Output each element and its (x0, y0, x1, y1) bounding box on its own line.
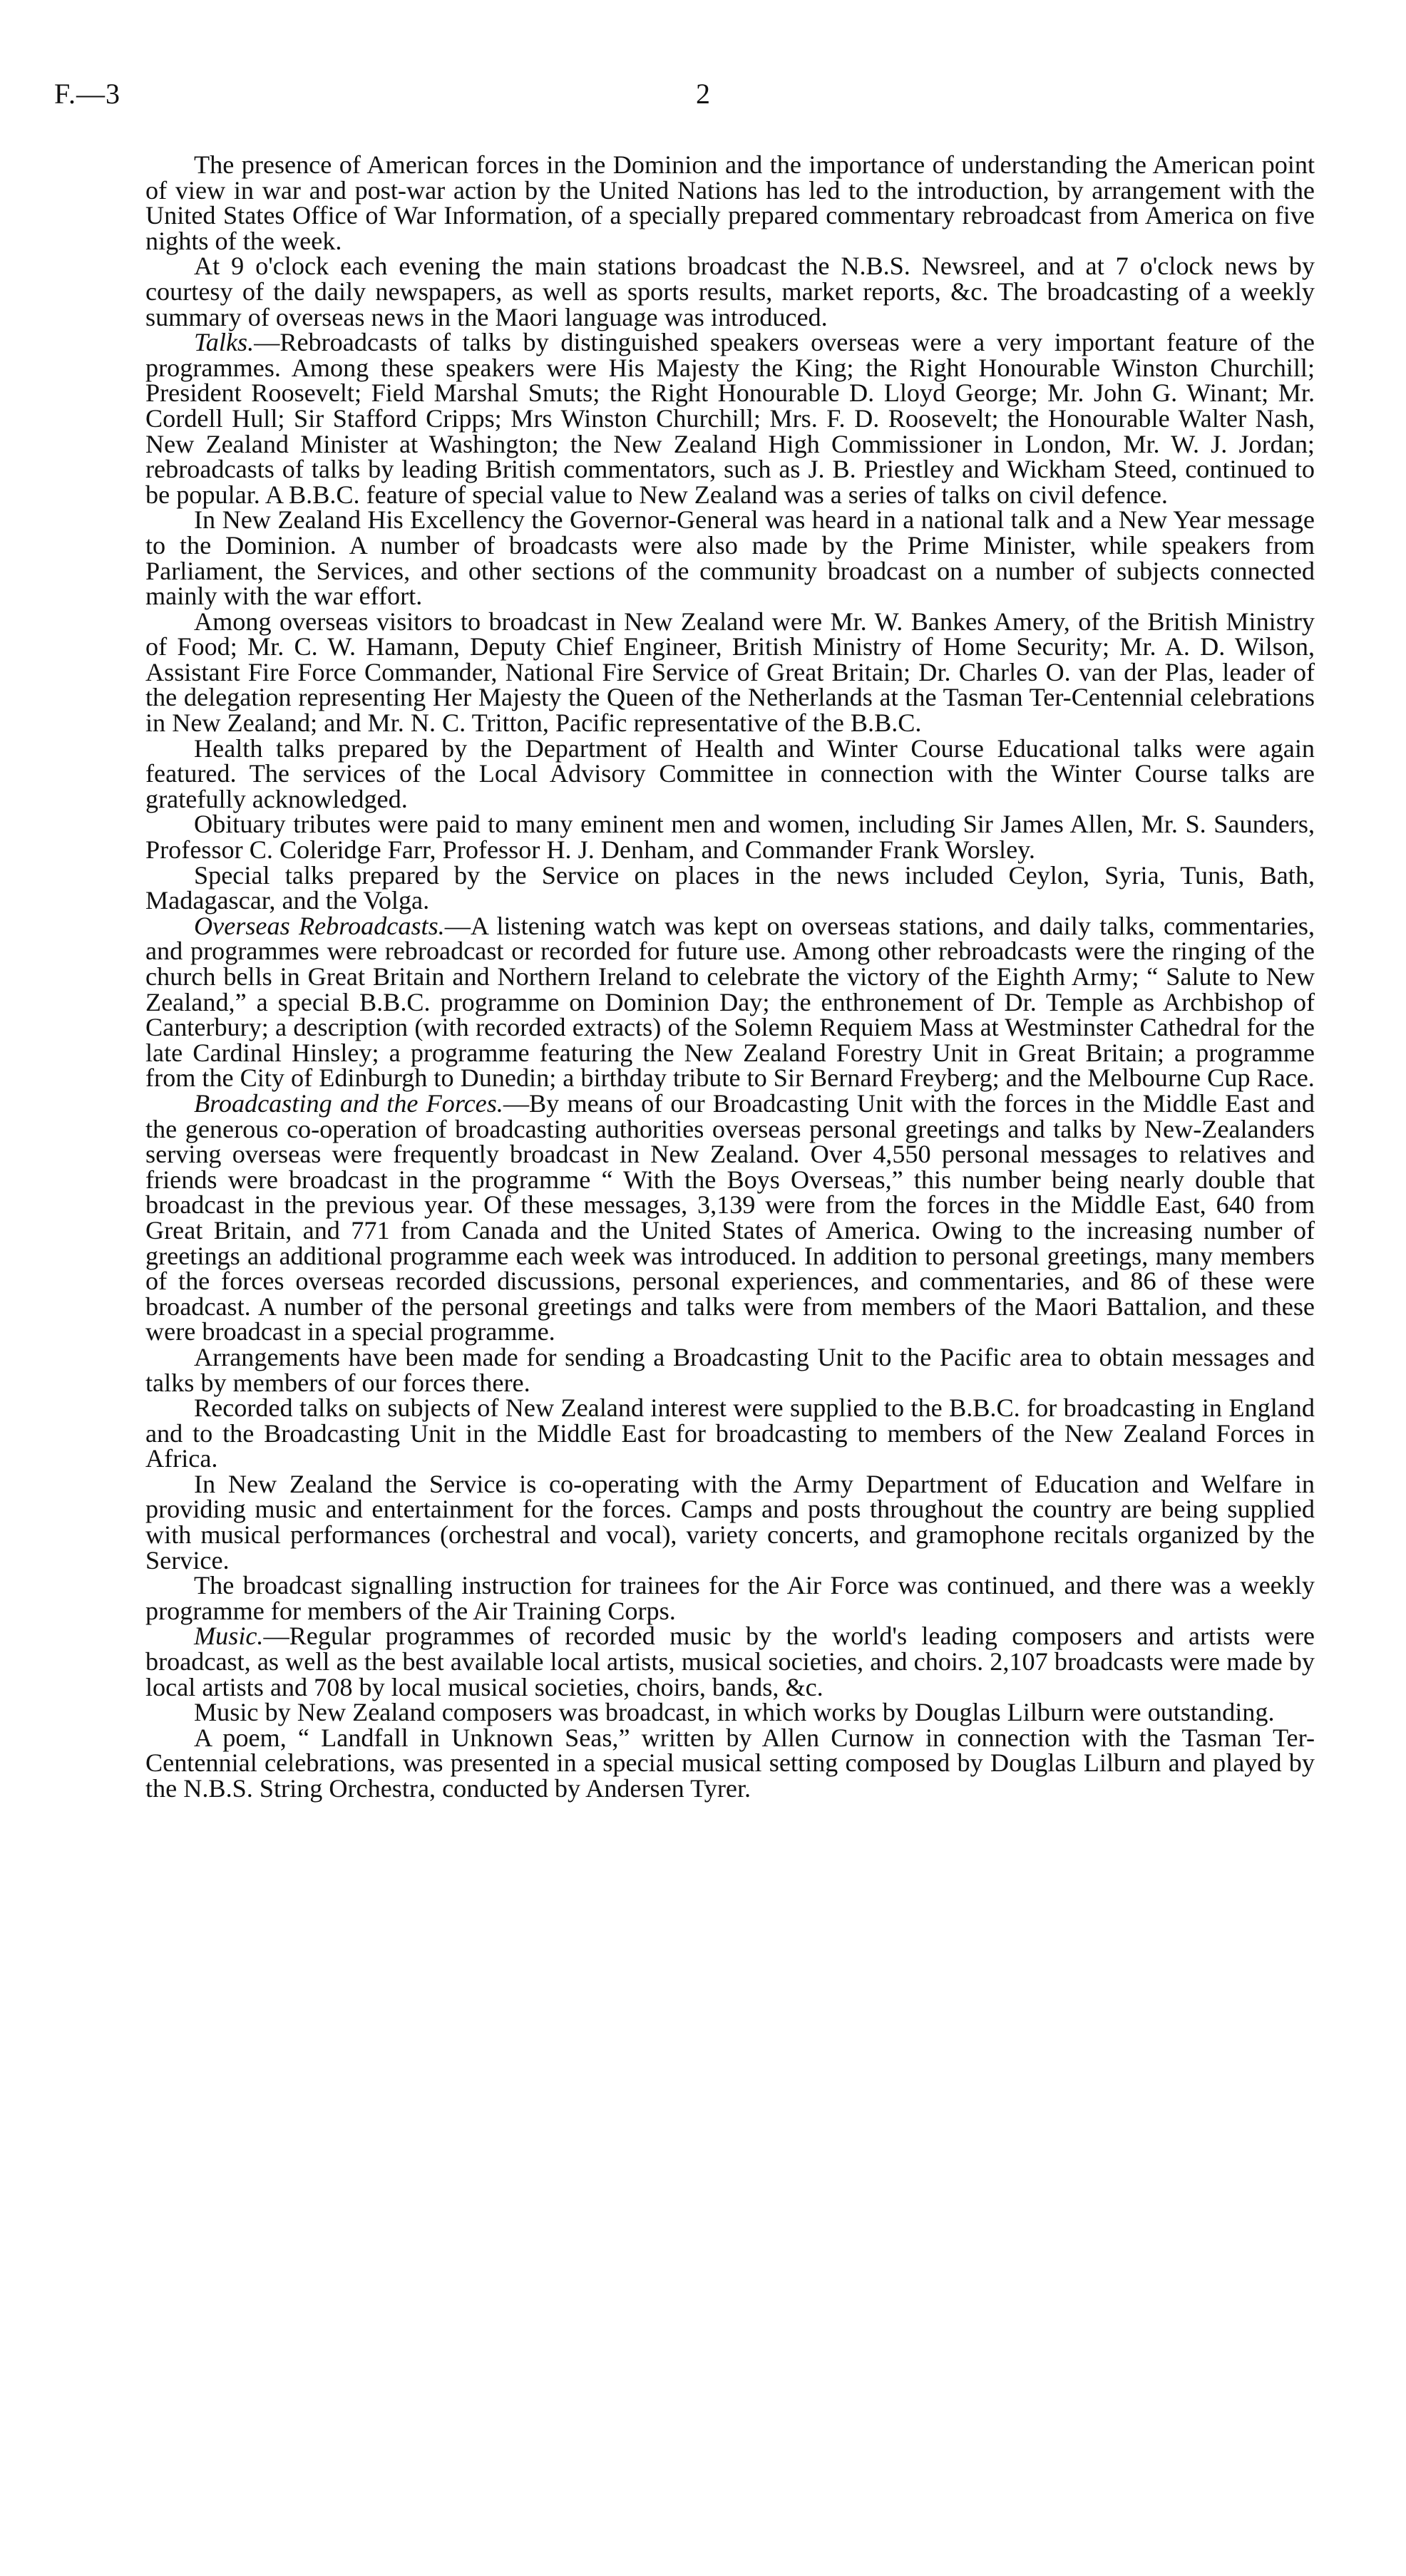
paragraph-text: Among overseas visitors to broadcast in New Zealand were Mr. W. Bankes Amery, of the British Ministry of Food; Mr. C. W. Hamann, Deputy Chief Engineer, British Ministry of Home Security; Mr. A. D. Wilson, Assistant Fire Force Commander, National Fire Service of Great Britain; Dr. Charles O. van der Plas, leader of the delegation representing Her Majesty the Queen of the Netherlands at the Tasman Ter-Centennial celebrations in New Zealand; and Mr. N. C. Tritton, Pacific representative of the B.B.C. (145, 607, 1315, 738)
page-number: 2 (696, 78, 710, 110)
paragraph-text: —By means of our Broadcasting Unit with the forces in the Middle East and the generous co-operation of broadcasting authorities overseas personal greetings and talks by New-Zealanders serving overseas were frequently broadcast in New Zealand. Over 4,550 personal messages to relatives and friends were broadcast in the programme “ With the Boys Overseas,” this number being nearly double that broadcast in the previous year. Of these messages, 3,139 were from the forces in the Middle East, 640 from Great Britain, and 771 from Canada and the United States of America. Owing to the increasing number of greetings an additional programme each week was introduced. In addition to personal greetings, many members of the forces overseas recorded discussions, personal experiences, and commentaries, and 86 of these were broadcast. A number of the personal greetings and talks were from members of the Maori Battalion, and these were broadcast in a special programme. (145, 1088, 1315, 1346)
paragraph (145, 505, 1315, 611)
paragraph (145, 1088, 1315, 1346)
paragraph-heading: Talks. (194, 328, 255, 357)
paragraph (145, 1723, 1315, 1803)
paragraph (145, 1573, 1315, 1624)
paragraph-text: A poem, “ Landfall in Unknown Seas,” written by Allen Curnow in connection with the Tasman Ter-Centennial celebrations, was presented in a special musical setting composed by Douglas Lilburn and played by the N.B.S. String Orchestra, conducted by Andersen Tyrer. (145, 1723, 1315, 1803)
paragraph-text: The presence of American forces in the Dominion and the importance of understanding the American point of view in war and post-war action by the United Nations has led to the introduction, by arrangement with the United States Office of War Information, of a specially prepared commentary rebroadcast from America on five nights of the week. (145, 150, 1315, 255)
paragraph-heading: Overseas Rebroadcasts. (194, 911, 445, 940)
paragraph (145, 254, 1315, 330)
paragraph-text: —A listening watch was kept on overseas stations, and daily talks, commentaries, and programmes were rebroadcast or recorded for future use. Among other rebroadcasts were the ringing of the church bells in Great Britain and Northern Ireland to celebrate the victory of the Eighth Army; “ Salute to New Zealand,” a special B.B.C. programme on Dominion Day; the enthronement of Dr. Temple as Archbishop of Canterbury; a description (with recorded extracts) of the Solemn Requiem Mass at Westminster Cathedral for the late Cardinal Hinsley; a programme featuring the New Zealand Forestry Unit in Great Britain; a programme from the City of Edinburgh to Dunedin; a birthday tribute to Sir Bernard Freyberg; and the Melbourne Cup Race. (145, 911, 1315, 1093)
paragraph-text: —Rebroadcasts of talks by distinguished speakers overseas were a very important feature of the programmes. Among these speakers were His Majesty the King; the Right Honourable Winston Churchill; President Roosevelt; Field Marshal Smuts; the Right Honourable D. Lloyd George; Mr. John G. Winant; Mr. Cordell Hull; Sir Stafford Cripps; Mrs Winston Churchill; Mrs. F. D. Roosevelt; the Honourable Walter Nash, New Zealand Minister at Washington; the New Zealand High Commissioner in London, Mr. W. J. Jordan; rebroadcasts of talks by leading British commentators, such as J. B. Priestley and Wickham Steed, continued to be popular. A B.B.C. feature of special value to New Zealand was a series of talks on civil defence. (145, 328, 1315, 509)
page-header (54, 77, 1352, 120)
paragraph-heading: Broadcasting and the Forces. (194, 1088, 503, 1118)
paragraph-text: Health talks prepared by the Department of Health and Winter Course Educational talks were again featured. The services of the Local Advisory Committee in connection with the Winter Course talks are gratefully acknowledged. (145, 733, 1315, 813)
paragraph-text: At 9 o'clock each evening the main stations broadcast the N.B.S. Newsreel, and at 7 o'clock news by courtesy of the daily newspapers, as well as sports results, market reports, &c. The broadcasting of a weekly summary of overseas news in the Maori language was introduced. (145, 252, 1315, 331)
body-text (145, 150, 1315, 1803)
paragraph (145, 860, 1315, 915)
paragraph (145, 1700, 1315, 1726)
paragraph (145, 1342, 1315, 1397)
paragraph-text: In New Zealand His Excellency the Governor-General was heard in a national talk and a New Year message to the Dominion. A number of broadcasts were also made by the Prime Minister, while speakers from Parliament, the Services, and other sections of the community broadcast on a number of subjects connected mainly with the war effort. (145, 505, 1315, 611)
paragraph (145, 733, 1315, 813)
paragraph (145, 150, 1315, 255)
paragraph-text: Music by New Zealand composers was broadcast, in which works by Douglas Lilburn were outstanding. (194, 1698, 1275, 1727)
paragraph (145, 1624, 1315, 1700)
paragraph (145, 810, 1315, 865)
paragraph-text: Special talks prepared by the Service on places in the news included Ceylon, Syria, Tunis, Bath, Madagascar, and the Volga. (145, 860, 1315, 915)
paragraph-text: The broadcast signalling instruction for trainees for the Air Force was continued, and there was a weekly programme for members of the Air Training Corps. (145, 1571, 1315, 1625)
paragraph (145, 330, 1315, 508)
paragraph (145, 911, 1315, 1093)
paragraph (145, 1469, 1315, 1575)
paragraph-heading: Music. (194, 1622, 264, 1651)
paragraph-text: In New Zealand the Service is co-operating with the Army Department of Education and Welfare in providing music and entertainment for the forces. Camps and posts throughout the country are being supplied with musical performances (orchestral and vocal), variety concerts, and gramophone recitals organized by the Service. (145, 1469, 1315, 1575)
paragraph-text: Arrangements have been made for sending a Broadcasting Unit to the Pacific area to obtain messages and talks by members of our forces there. (145, 1342, 1315, 1397)
paragraph-text: Recorded talks on subjects of New Zealand interest were supplied to the B.B.C. for broadcasting in England and to the Broadcasting Unit in the Middle East for broadcasting to members of the New Zealand Forces in Africa. (145, 1393, 1315, 1473)
document-reference: F.—3 (54, 78, 121, 110)
paragraph-text: Obituary tributes were paid to many eminent men and women, including Sir James Allen, Mr. S. Saunders, Professor C. Coleridge Farr, Professor H. J. Denham, and Commander Frank Worsley. (145, 810, 1315, 865)
paragraph (145, 1393, 1315, 1473)
paragraph (145, 609, 1315, 736)
paragraph-text: —Regular programmes of recorded music by the world's leading composers and artists were broadcast, as well as the best available local artists, musical societies, and choirs. 2,107 broadcasts were made by local artists and 708 by local musical societies, choirs, bands, &c. (145, 1622, 1315, 1701)
